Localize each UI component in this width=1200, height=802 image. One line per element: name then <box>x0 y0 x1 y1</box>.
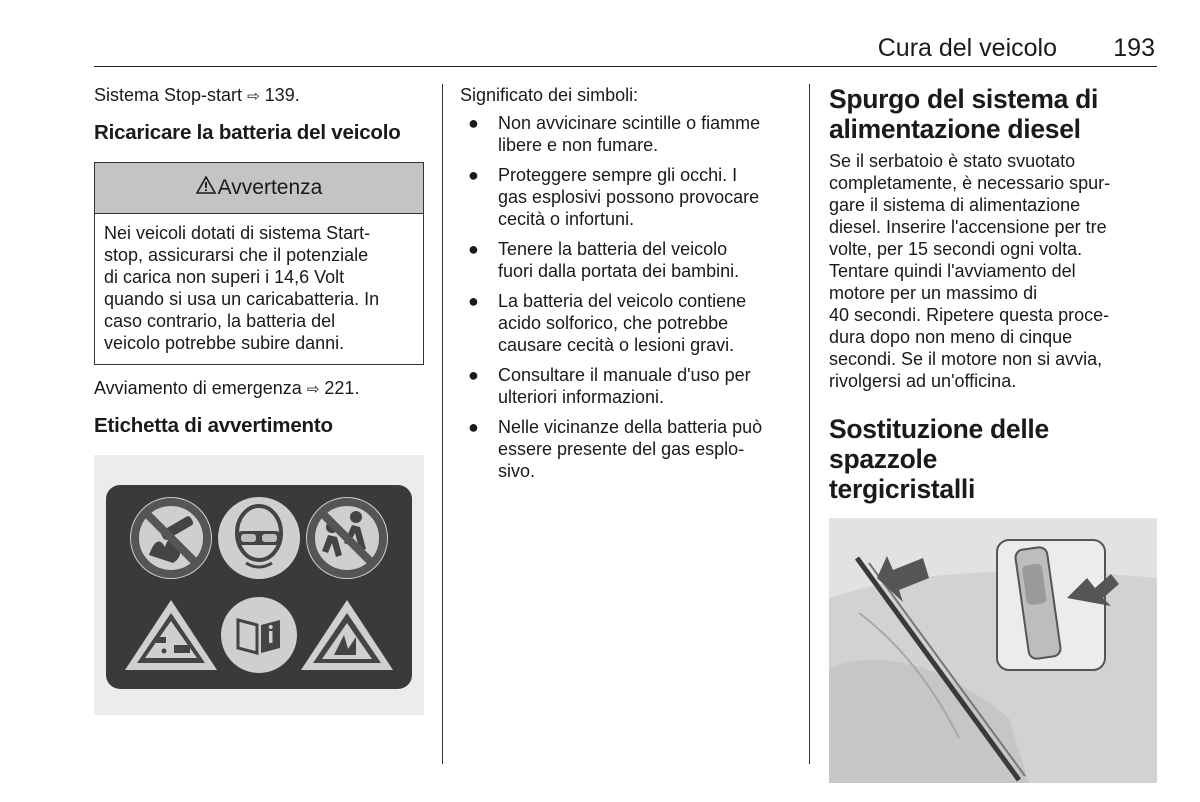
symbols-list <box>460 112 795 482</box>
emergency-start-reference[interactable]: Avviamento di emergenza ⇨ 221. <box>94 378 360 398</box>
heading-battery-charging: Ricaricare la batteria del veicolo <box>94 121 401 144</box>
column-divider-2 <box>809 84 810 764</box>
list-item: ● Consultare il manuale d'uso per ulteriori informazioni. <box>468 365 751 407</box>
warning-header <box>95 163 423 214</box>
diesel-paragraph: Se il serbatoio è stato svuotato completamente, è necessario spur- gare il sistema di alimentazione diesel. Inserire l'accensione per tre volte, per 15 secondi ogni volta. Tentare quindi l'avviamento del motore per un massimo di 40 secondi. Ripetere questa proce- dura dopo non meno di cinque secondi. Se il motore non si avvia, rivolgersi ad un'officina. <box>829 151 1111 391</box>
column-left <box>94 84 424 715</box>
section-title: Cura del veicolo <box>877 34 1057 62</box>
list-item: ● La batteria del veicolo contiene acido solforico, che potrebbe causare cecità o lesioni gravi. <box>468 291 747 355</box>
wiper-blade-illustration <box>829 518 1157 783</box>
keep-away-from-children-icon <box>306 497 388 579</box>
stop-start-reference[interactable]: Sistema Stop-start ⇨ 139. <box>94 85 300 105</box>
cross-reference-arrow-icon: ⇨ <box>306 381 320 398</box>
cross-reference-arrow-icon: ⇨ <box>247 88 260 105</box>
warning-text: Nei veicoli dotati di sistema Start- stop, assicurarsi che il potenziale di carica non superi i 14,6 Volt quando si usa un caricabatteria. In caso contrario, la batteria del veicolo potrebbe subire danni. <box>104 223 380 353</box>
list-item: ● Non avvicinare scintille o fiamme libere e non fumare. <box>468 113 761 155</box>
list-item: ● Proteggere sempre gli occhi. I gas esplosivi possono provocare cecità o infortuni. <box>468 165 760 229</box>
battery-warning-label-figure <box>94 455 424 715</box>
read-manual-icon <box>221 597 297 673</box>
no-flames-icon <box>130 497 212 579</box>
page-header <box>94 32 1157 67</box>
list-item: ● Tenere la batteria del veicolo fuori dalla portata dei bambini. <box>468 239 740 281</box>
column-divider-1 <box>442 84 443 764</box>
list-item: ● Nelle vicinanze della batteria può essere presente del gas esplo- sivo. <box>468 417 763 481</box>
warning-triangle-icon <box>196 176 216 200</box>
page-number: 193 <box>1113 34 1155 62</box>
wiper-blade-figure <box>829 518 1157 783</box>
battery-warning-symbols-illustration <box>94 455 424 715</box>
warning-box <box>94 162 424 365</box>
column-right <box>829 84 1157 783</box>
symbols-intro: Significato dei simboli: <box>460 85 639 105</box>
heading-diesel-bleeding: Spurgo del sistema di alimentazione diesel <box>829 84 1099 144</box>
column-middle <box>460 84 795 490</box>
heading-wiper-replacement: Sostituzione delle spazzole tergicristalli <box>829 414 1049 504</box>
heading-warning-label: Etichetta di avvertimento <box>94 414 333 437</box>
warning-title: Avvertenza <box>217 176 323 199</box>
eye-protection-icon <box>218 497 300 579</box>
